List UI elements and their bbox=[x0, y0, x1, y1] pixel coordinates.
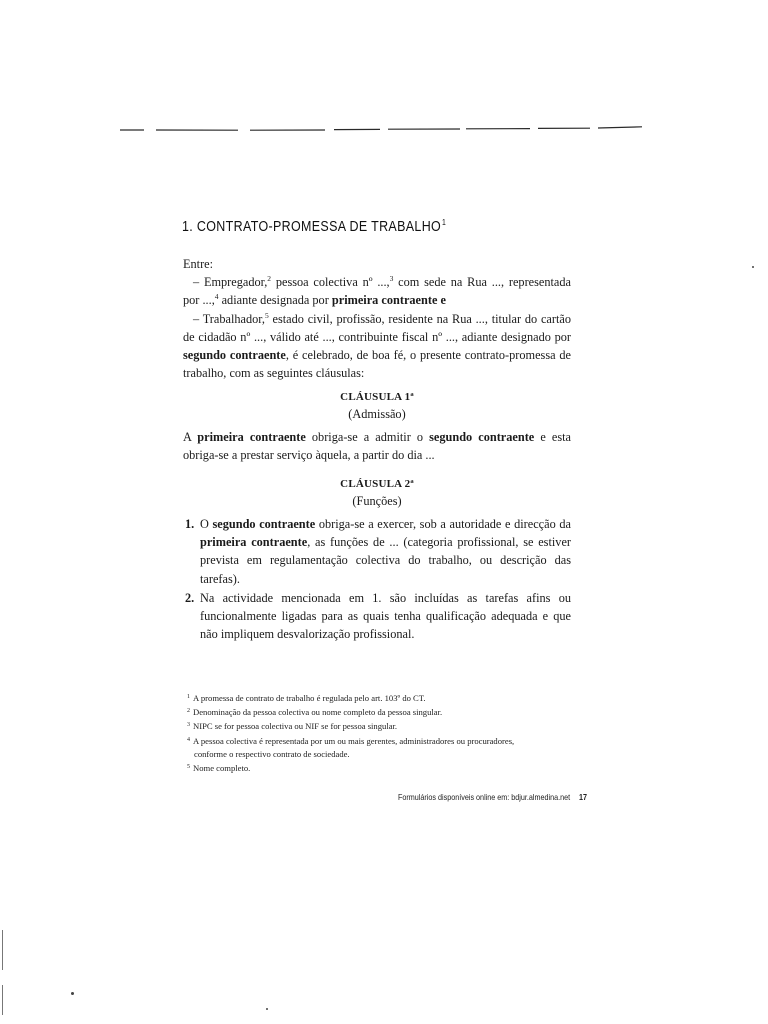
worker-text-b: estado civil, profissão, residente na Rua ..., titular do cartão de cidadão nº ..., válido até ..., contribuinte fiscal nº ..., adiante designado por bbox=[183, 311, 571, 344]
footnote-ref-5: 5 bbox=[264, 310, 269, 320]
worker-label: – Trabalhador, bbox=[193, 311, 265, 326]
employer-label: – Empregador, bbox=[193, 275, 268, 290]
footnote-1-text: A promessa de contrato de trabalho é regulada pelo art. 103º do CT. bbox=[193, 693, 426, 703]
scan-edge-mark bbox=[2, 985, 3, 1015]
chapter-number: 1. bbox=[182, 219, 194, 235]
clause-1-text-a: A bbox=[183, 430, 198, 444]
clause-1-bold-2: segundo contraente bbox=[429, 430, 535, 444]
footnote-2-number: 2 bbox=[187, 708, 190, 715]
item-1-bold-1: segundo contraente bbox=[212, 517, 316, 531]
clause-2-item-1 bbox=[183, 515, 571, 588]
footnote-4-text: A pessoa colectiva é representada por um ou mais gerentes, administradores ou procuradores, bbox=[193, 735, 515, 746]
footnote-5 bbox=[187, 761, 577, 775]
clause-1-heading: CLÁUSULA 1ª bbox=[340, 391, 414, 403]
primeira-contraente-term: primeira contraente bbox=[331, 293, 438, 308]
page-footer bbox=[398, 792, 587, 802]
clause-1-bold-1: primeira contraente bbox=[197, 430, 306, 444]
chapter-title bbox=[182, 218, 446, 235]
footnote-5-text: Nome completo. bbox=[193, 763, 251, 774]
scan-edge-mark bbox=[2, 930, 3, 970]
item-2-text: Na actividade mencionada em 1. são incluídas as tarefas afins ou funcionalmente ligadas para as quais tenha qualificação adequada e que não impliquem desvalorização profissional. bbox=[200, 590, 571, 642]
scan-speck bbox=[266, 1008, 268, 1010]
clause-2-subtitle: (Funções) bbox=[352, 494, 402, 508]
item-1-text-c: , as funções de ... (categoria profissional, se estiver prevista em regulamentação colectiva do trabalho, ou descrição das tarefas). bbox=[200, 535, 571, 586]
clause-2-heading: CLÁUSULA 2ª bbox=[340, 478, 414, 490]
footnote-1-number: 1 bbox=[187, 694, 190, 700]
footnote-4-number: 4 bbox=[187, 736, 190, 743]
item-1-bold-2: primeira contraente bbox=[200, 535, 308, 550]
clause-1-subtitle: (Admissão) bbox=[348, 407, 406, 421]
scan-speck bbox=[71, 992, 74, 995]
segundo-contraente-term: segundo contraente bbox=[183, 348, 286, 363]
footnote-4 bbox=[187, 734, 577, 748]
footnote-3-number: 3 bbox=[187, 722, 190, 729]
clause-1-text-c: e esta obriga-se a prestar serviço àquela, a partir do dia ... bbox=[183, 430, 572, 463]
header-rule bbox=[120, 126, 642, 132]
chapter-footnote-ref: 1 bbox=[441, 218, 447, 227]
footnote-ref-2: 2 bbox=[267, 274, 272, 284]
employer-text-e: e bbox=[437, 293, 446, 308]
intro-section bbox=[183, 255, 571, 382]
footnote-ref-3: 3 bbox=[389, 274, 394, 284]
worker-text-c: , é celebrado, de boa fé, o presente contrato-promessa de trabalho, com as seguintes cláusulas: bbox=[183, 348, 571, 381]
footnote-2-text: Denominação da pessoa colectiva ou nome completo da pessoa singular. bbox=[193, 707, 443, 718]
page-number: 17 bbox=[579, 792, 588, 802]
clause-2-list bbox=[183, 515, 571, 644]
clause-2-item-2 bbox=[183, 589, 571, 644]
chapter-title-text: CONTRATO-PROMESSA DE TRABALHO bbox=[196, 219, 442, 235]
footnote-3 bbox=[187, 719, 577, 733]
intro-employer-paragraph bbox=[183, 273, 571, 309]
item-1-number: 1. bbox=[185, 517, 195, 531]
clause-1-text-b: obriga-se a admitir o bbox=[305, 430, 430, 444]
footer-source-text: Formulários disponíveis online em: bdjur.almedina.net bbox=[398, 792, 571, 802]
item-1-text-b: obriga-se a exercer, sob a autoridade e direcção da bbox=[315, 517, 571, 531]
footnote-1 bbox=[187, 691, 577, 705]
employer-text-b: pessoa colectiva nº ..., bbox=[271, 275, 390, 290]
footnote-2 bbox=[187, 705, 577, 719]
footnote-5-number: 5 bbox=[187, 764, 190, 771]
intro-entre: Entre: bbox=[183, 257, 214, 271]
employer-text-d: adiante designada por bbox=[218, 293, 332, 308]
footnote-3-text: NIPC se for pessoa colectiva ou NIF se for pessoa singular. bbox=[193, 721, 398, 732]
footnote-4-continuation: conforme o respectivo contrato de sociedade. bbox=[194, 748, 350, 759]
employer-text-c: com sede na Rua ..., representada por ..., bbox=[183, 275, 571, 308]
footnote-ref-4: 4 bbox=[214, 292, 219, 302]
footnotes bbox=[187, 691, 577, 775]
item-1-text-a: O bbox=[200, 517, 213, 531]
scan-speck bbox=[752, 266, 754, 268]
item-2-number: 2. bbox=[185, 590, 195, 605]
clause-1-paragraph bbox=[183, 428, 571, 464]
clause-1-text bbox=[183, 428, 571, 464]
intro-worker-paragraph bbox=[183, 310, 571, 383]
